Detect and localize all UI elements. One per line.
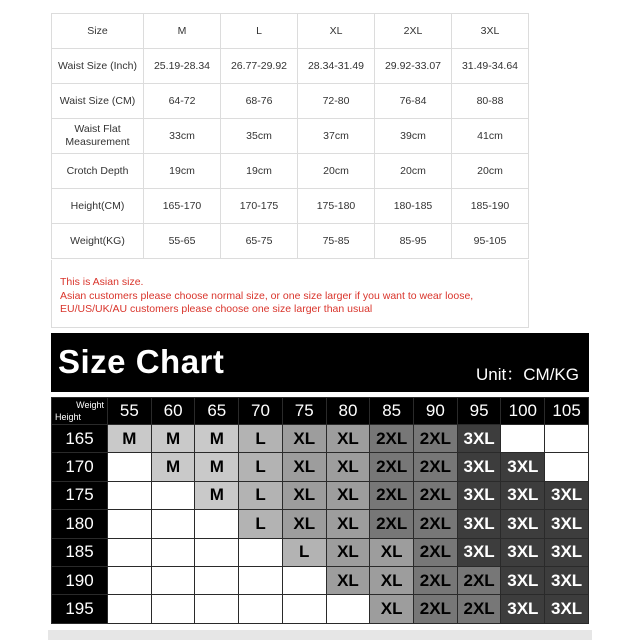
size-cell: L <box>282 538 326 566</box>
size-cell: 3XL <box>545 595 589 623</box>
size-cell: M <box>151 425 195 453</box>
size-notes <box>51 260 529 328</box>
grid-header-row <box>52 398 589 425</box>
size-table-row <box>52 84 529 119</box>
size-cell: 2XL <box>414 595 458 623</box>
size-cell: 2XL <box>370 481 414 509</box>
size-cell: L <box>239 453 283 481</box>
size-table-cell: 28.34-31.49 <box>298 49 375 84</box>
size-cell: 3XL <box>545 566 589 594</box>
grid-row <box>52 566 589 594</box>
grid-row <box>52 425 589 453</box>
size-cell: 3XL <box>501 595 545 623</box>
size-table-cell: 19cm <box>144 154 221 189</box>
size-header-cell: L <box>221 14 298 49</box>
size-chart-grid <box>51 397 589 624</box>
size-cell: 3XL <box>501 481 545 509</box>
size-table-cell: 95-105 <box>452 224 529 259</box>
size-table-cell: 41cm <box>452 119 529 154</box>
size-table-cell: 175-180 <box>298 189 375 224</box>
size-cell: 3XL <box>457 453 501 481</box>
size-table-cell: 75-85 <box>298 224 375 259</box>
size-cell: 3XL <box>545 538 589 566</box>
size-chart-title: Size Chart <box>58 343 225 380</box>
empty-size-cell <box>195 510 239 538</box>
empty-size-cell <box>108 595 152 623</box>
size-table-cell: 68-76 <box>221 84 298 119</box>
note-asian-customers: Asian customers please choose normal size, or one size larger if you want to wear loose, <box>60 289 474 302</box>
size-cell: 3XL <box>501 510 545 538</box>
size-cell: XL <box>326 425 370 453</box>
unit-label: Unit：CM/KG <box>476 365 579 384</box>
size-cell: M <box>108 425 152 453</box>
note-asian-size: This is Asian size. <box>60 276 144 288</box>
empty-size-cell <box>195 538 239 566</box>
height-row-header: 175 <box>52 481 108 509</box>
size-table-row <box>52 154 529 189</box>
size-cell: XL <box>282 425 326 453</box>
empty-size-cell <box>239 566 283 594</box>
size-cell: L <box>239 425 283 453</box>
grid-corner <box>52 398 108 425</box>
size-cell: XL <box>326 453 370 481</box>
size-row-label: Weight(KG) <box>52 224 144 259</box>
weight-header-cell: 100 <box>501 398 545 425</box>
weight-header-cell: 55 <box>108 398 152 425</box>
size-cell: XL <box>370 538 414 566</box>
empty-size-cell <box>239 538 283 566</box>
size-cell: M <box>195 425 239 453</box>
size-cell: XL <box>282 481 326 509</box>
size-cell: 3XL <box>457 481 501 509</box>
size-cell: XL <box>282 510 326 538</box>
empty-size-cell <box>151 510 195 538</box>
size-cell: XL <box>282 453 326 481</box>
size-cell: M <box>195 453 239 481</box>
grid-row <box>52 595 589 623</box>
size-row-label: Waist Flat Measurement <box>52 119 144 154</box>
size-cell: 2XL <box>414 453 458 481</box>
weight-header-cell: 75 <box>282 398 326 425</box>
size-cell: 2XL <box>370 453 414 481</box>
empty-size-cell <box>545 425 589 453</box>
height-row-header: 165 <box>52 425 108 453</box>
size-cell: XL <box>370 566 414 594</box>
size-cell: 3XL <box>501 566 545 594</box>
height-row-header: 190 <box>52 566 108 594</box>
size-cell: 3XL <box>457 425 501 453</box>
weight-header-cell: 105 <box>545 398 589 425</box>
size-table-cell: 39cm <box>375 119 452 154</box>
empty-size-cell <box>195 566 239 594</box>
weight-header-cell: 85 <box>370 398 414 425</box>
size-table-cell: 55-65 <box>144 224 221 259</box>
size-chart-banner <box>51 333 589 392</box>
empty-size-cell <box>282 566 326 594</box>
size-table-row <box>52 119 529 154</box>
weight-header-cell: 80 <box>326 398 370 425</box>
empty-size-cell <box>151 481 195 509</box>
size-header-cell: XL <box>298 14 375 49</box>
height-row-header: 195 <box>52 595 108 623</box>
weight-header-cell: 65 <box>195 398 239 425</box>
size-table-cell: 165-170 <box>144 189 221 224</box>
height-row-header: 180 <box>52 510 108 538</box>
size-measurement-table <box>51 13 529 259</box>
size-table-row <box>52 224 529 259</box>
empty-size-cell <box>151 538 195 566</box>
size-cell: XL <box>326 481 370 509</box>
size-cell: 2XL <box>457 566 501 594</box>
size-row-label: Waist Size (Inch) <box>52 49 144 84</box>
size-cell: 2XL <box>414 481 458 509</box>
size-header-row <box>52 14 529 49</box>
grid-row <box>52 510 589 538</box>
size-table-cell: 65-75 <box>221 224 298 259</box>
size-cell: 3XL <box>457 510 501 538</box>
size-table-row <box>52 49 529 84</box>
corner-weight-label: Weight <box>76 400 104 410</box>
size-cell: M <box>195 481 239 509</box>
grid-row <box>52 538 589 566</box>
size-header-label: Size <box>52 14 144 49</box>
size-cell: 3XL <box>545 510 589 538</box>
size-table-cell: 76-84 <box>375 84 452 119</box>
corner-height-label: Height <box>55 412 82 422</box>
empty-size-cell <box>108 453 152 481</box>
empty-size-cell <box>239 595 283 623</box>
size-cell: XL <box>326 538 370 566</box>
size-cell: M <box>151 453 195 481</box>
size-cell: 3XL <box>501 453 545 481</box>
empty-size-cell <box>195 595 239 623</box>
weight-header-cell: 90 <box>414 398 458 425</box>
empty-size-cell <box>151 595 195 623</box>
size-cell: 2XL <box>414 566 458 594</box>
size-table-cell: 20cm <box>375 154 452 189</box>
size-table-cell: 33cm <box>144 119 221 154</box>
size-cell: 2XL <box>414 425 458 453</box>
size-table-cell: 170-175 <box>221 189 298 224</box>
empty-size-cell <box>282 595 326 623</box>
size-cell: 3XL <box>501 538 545 566</box>
weight-header-cell: 95 <box>457 398 501 425</box>
empty-size-cell <box>108 481 152 509</box>
size-cell: XL <box>326 510 370 538</box>
size-cell: 2XL <box>370 510 414 538</box>
size-table-cell: 85-95 <box>375 224 452 259</box>
size-cell: XL <box>326 566 370 594</box>
size-cell: 2XL <box>457 595 501 623</box>
size-row-label: Height(CM) <box>52 189 144 224</box>
size-table-cell: 64-72 <box>144 84 221 119</box>
size-cell: 2XL <box>414 538 458 566</box>
empty-size-cell <box>151 566 195 594</box>
size-table-cell: 19cm <box>221 154 298 189</box>
empty-size-cell <box>108 510 152 538</box>
height-row-header: 170 <box>52 453 108 481</box>
weight-header-cell: 70 <box>239 398 283 425</box>
size-row-label: Crotch Depth <box>52 154 144 189</box>
size-table-cell: 37cm <box>298 119 375 154</box>
size-table-cell: 20cm <box>298 154 375 189</box>
size-table-cell: 80-88 <box>452 84 529 119</box>
size-cell: XL <box>370 595 414 623</box>
size-cell: 3XL <box>545 481 589 509</box>
size-table-cell: 72-80 <box>298 84 375 119</box>
empty-size-cell <box>108 538 152 566</box>
grid-row <box>52 481 589 509</box>
size-cell: 3XL <box>457 538 501 566</box>
weight-header-cell: 60 <box>151 398 195 425</box>
size-table-cell: 26.77-29.92 <box>221 49 298 84</box>
empty-size-cell <box>326 595 370 623</box>
size-table-cell: 25.19-28.34 <box>144 49 221 84</box>
size-table-cell: 185-190 <box>452 189 529 224</box>
size-table-cell: 29.92-33.07 <box>375 49 452 84</box>
size-table-cell: 35cm <box>221 119 298 154</box>
size-table-cell: 31.49-34.64 <box>452 49 529 84</box>
size-header-cell: 3XL <box>452 14 529 49</box>
size-cell: L <box>239 481 283 509</box>
size-header-cell: M <box>144 14 221 49</box>
size-cell: L <box>239 510 283 538</box>
empty-size-cell <box>545 453 589 481</box>
size-table-row <box>52 189 529 224</box>
size-table-cell: 180-185 <box>375 189 452 224</box>
size-row-label: Waist Size (CM) <box>52 84 144 119</box>
grid-row <box>52 453 589 481</box>
empty-size-cell <box>501 425 545 453</box>
size-table-cell: 20cm <box>452 154 529 189</box>
empty-size-cell <box>108 566 152 594</box>
height-row-header: 185 <box>52 538 108 566</box>
bottom-divider <box>48 630 592 640</box>
size-cell: 2XL <box>414 510 458 538</box>
note-western-customers: EU/US/UK/AU customers please choose one size larger than usual <box>60 303 373 315</box>
size-cell: 2XL <box>370 425 414 453</box>
size-header-cell: 2XL <box>375 14 452 49</box>
